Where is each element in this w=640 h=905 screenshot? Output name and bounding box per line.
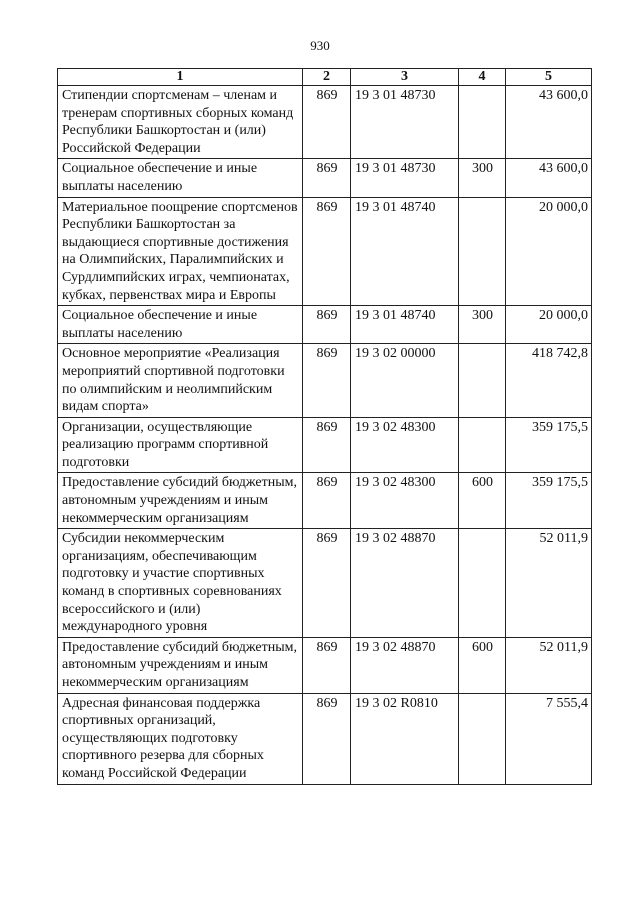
expense-type-cell (459, 693, 506, 784)
budget-table (57, 68, 592, 785)
row-name-cell: Адресная финансовая поддержка спортивных организаций, осуществляющих подготовку спортивного резерва для сборных команд Российской Федерации (58, 693, 303, 784)
target-article-cell: 19 3 02 48870 (351, 529, 459, 638)
expense-type-cell (459, 529, 506, 638)
amount-cell: 20 000,0 (506, 306, 592, 344)
target-article-cell: 19 3 01 48730 (351, 159, 459, 197)
table-row (58, 86, 592, 159)
ministry-code-cell: 869 (303, 529, 351, 638)
table-row (58, 306, 592, 344)
amount-cell: 20 000,0 (506, 197, 592, 306)
ministry-code-cell: 869 (303, 693, 351, 784)
ministry-code-cell: 869 (303, 197, 351, 306)
amount-cell: 52 011,9 (506, 637, 592, 693)
expense-type-cell (459, 197, 506, 306)
amount-cell: 418 742,8 (506, 344, 592, 417)
row-name-cell: Стипендии спортсменам – членам и тренерам спортивных сборных команд Республики Башкортостан и (или) Российской Федерации (58, 86, 303, 159)
table-row (58, 529, 592, 638)
table-row (58, 693, 592, 784)
expense-type-cell: 300 (459, 159, 506, 197)
expense-type-cell (459, 344, 506, 417)
column-header: 1 (58, 69, 303, 86)
expense-type-cell: 300 (459, 306, 506, 344)
target-article-cell: 19 3 02 48870 (351, 637, 459, 693)
target-article-cell: 19 3 02 48300 (351, 417, 459, 473)
ministry-code-cell: 869 (303, 473, 351, 529)
amount-cell: 359 175,5 (506, 473, 592, 529)
amount-cell: 43 600,0 (506, 86, 592, 159)
row-name-cell: Социальное обеспечение и иные выплаты населению (58, 306, 303, 344)
row-name-cell: Предоставление субсидий бюджетным, автономным учреждениям и иным некоммерческим организациям (58, 473, 303, 529)
expense-type-cell: 600 (459, 637, 506, 693)
ministry-code-cell: 869 (303, 86, 351, 159)
expense-type-cell (459, 86, 506, 159)
target-article-cell: 19 3 02 00000 (351, 344, 459, 417)
row-name-cell: Субсидии некоммерческим организациям, обеспечивающим подготовку и участие спортивных команд в спортивных соревнованиях всероссийского и (или) международного уровня (58, 529, 303, 638)
amount-cell: 52 011,9 (506, 529, 592, 638)
row-name-cell: Основное мероприятие «Реализация мероприятий спортивной подготовки по олимпийским и неолимпийским видам спорта» (58, 344, 303, 417)
ministry-code-cell: 869 (303, 344, 351, 417)
column-header: 2 (303, 69, 351, 86)
target-article-cell: 19 3 01 48740 (351, 306, 459, 344)
page-number: 930 (310, 38, 330, 53)
ministry-code-cell: 869 (303, 417, 351, 473)
row-name-cell: Социальное обеспечение и иные выплаты населению (58, 159, 303, 197)
row-name-cell: Организации, осуществляющие реализацию программ спортивной подготовки (58, 417, 303, 473)
column-header: 3 (351, 69, 459, 86)
target-article-cell: 19 3 01 48730 (351, 86, 459, 159)
target-article-cell: 19 3 02 48300 (351, 473, 459, 529)
amount-cell: 43 600,0 (506, 159, 592, 197)
table-row (58, 637, 592, 693)
target-article-cell: 19 3 02 R0810 (351, 693, 459, 784)
table-row (58, 344, 592, 417)
row-name-cell: Предоставление субсидий бюджетным, автономным учреждениям и иным некоммерческим организациям (58, 637, 303, 693)
ministry-code-cell: 869 (303, 159, 351, 197)
ministry-code-cell: 869 (303, 637, 351, 693)
table-row (58, 197, 592, 306)
table-row (58, 417, 592, 473)
expense-type-cell: 600 (459, 473, 506, 529)
table-row (58, 473, 592, 529)
header-row (58, 69, 592, 86)
table-row (58, 159, 592, 197)
row-name-cell: Материальное поощрение спортсменов Республики Башкортостан за выдающиеся спортивные достижения на Олимпийских, Паралимпийских и Сурдлимпийских играх, чемпионатах, кубках, первенствах мира и Европы (58, 197, 303, 306)
amount-cell: 7 555,4 (506, 693, 592, 784)
expense-type-cell (459, 417, 506, 473)
target-article-cell: 19 3 01 48740 (351, 197, 459, 306)
column-header: 5 (506, 69, 592, 86)
amount-cell: 359 175,5 (506, 417, 592, 473)
column-header: 4 (459, 69, 506, 86)
ministry-code-cell: 869 (303, 306, 351, 344)
